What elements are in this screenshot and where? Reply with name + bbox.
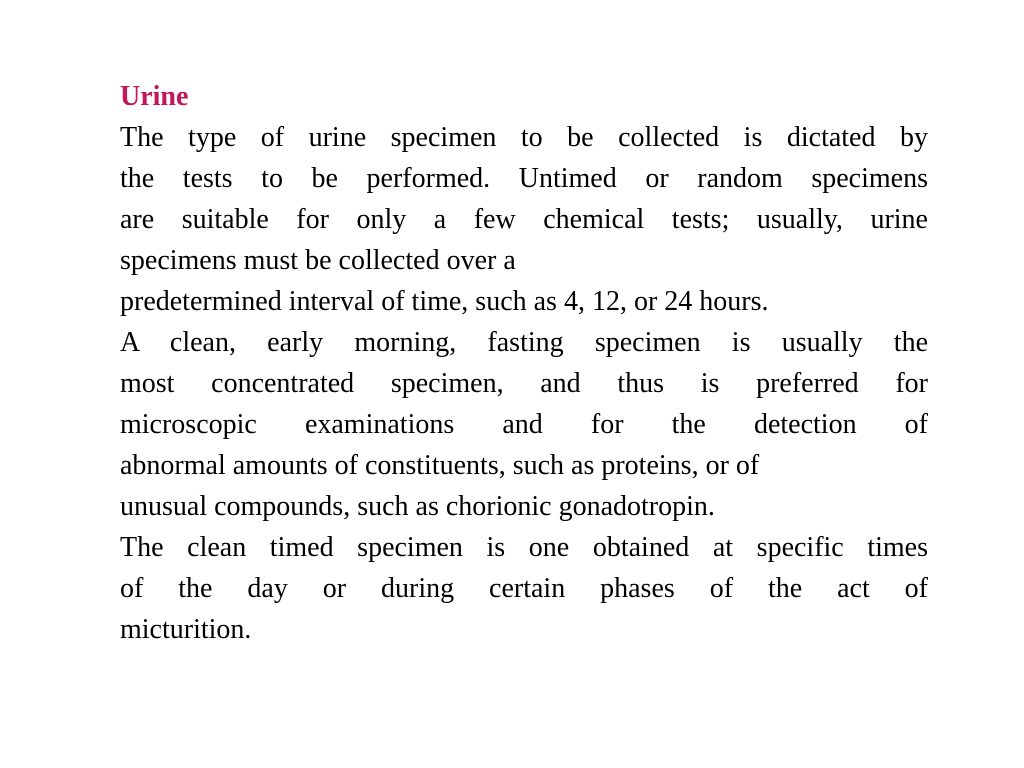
text-line: predetermined interval of time, such as 4, 12, or 24 hours.	[120, 286, 769, 317]
text-line: abnormal amounts of constituents, such as proteins, or of	[120, 450, 760, 481]
text-line: of the day or during certain phases of the act of	[120, 573, 928, 604]
slide-heading: Urine	[120, 81, 189, 112]
text-line: most concentrated specimen, and thus is preferred for	[120, 368, 928, 399]
text-line: unusual compounds, such as chorionic gonadotropin.	[120, 491, 715, 522]
text-line: The clean timed specimen is one obtained at specific times	[120, 532, 928, 563]
slide-content	[120, 76, 928, 650]
text-line: the tests to be performed. Untimed or random specimens	[120, 163, 928, 194]
text-line: are suitable for only a few chemical tests; usually, urine	[120, 204, 928, 235]
text-line: micturition.	[120, 614, 252, 645]
text-line: specimens must be collected over a	[120, 245, 516, 276]
body-text	[120, 117, 928, 650]
text-line: A clean, early morning, fasting specimen is usually the	[120, 327, 928, 358]
text-line: The type of urine specimen to be collected is dictated by	[120, 122, 928, 153]
text-line: microscopic examinations and for the detection of	[120, 409, 928, 440]
